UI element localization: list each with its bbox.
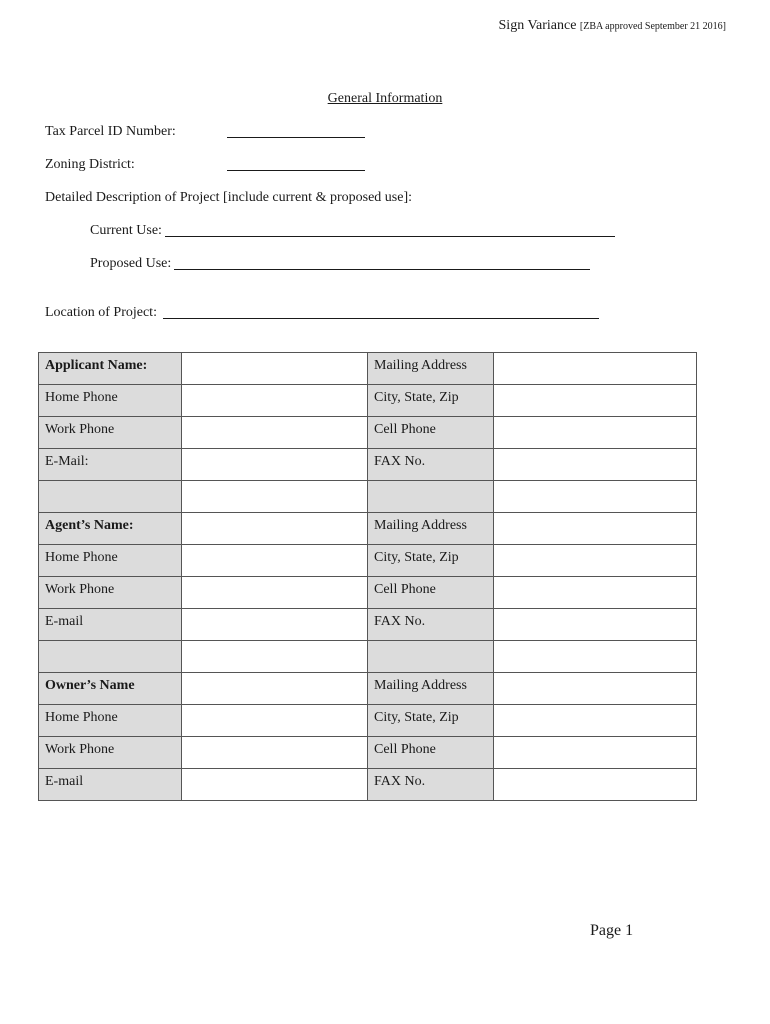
entry-field-right[interactable]: [494, 353, 697, 385]
table-row: [39, 481, 697, 513]
row-label: E-Mail:: [39, 449, 182, 481]
proposed-use-field[interactable]: [174, 269, 590, 270]
entry-field-right[interactable]: [494, 481, 697, 513]
row-label-right: City, State, Zip: [368, 545, 494, 577]
tax-parcel-field[interactable]: [227, 137, 365, 138]
entry-field-left[interactable]: [182, 705, 368, 737]
table-row: [39, 513, 697, 545]
entry-field-left[interactable]: [182, 481, 368, 513]
row-label: Home Phone: [39, 385, 182, 417]
location-field[interactable]: [163, 318, 599, 319]
page-number: Page 1: [590, 922, 634, 939]
row-label-right: Cell Phone: [368, 417, 494, 449]
entry-field-right[interactable]: [494, 673, 697, 705]
header-title: Sign Variance: [498, 18, 577, 33]
row-label: Home Phone: [39, 545, 182, 577]
section-title: [0, 91, 770, 107]
entry-field-left[interactable]: [182, 417, 368, 449]
section-title-text: General Information: [327, 91, 443, 106]
row-label-right: [368, 481, 494, 513]
tax-parcel-label: Tax Parcel ID Number:: [45, 124, 176, 139]
entry-field-right[interactable]: [494, 641, 697, 673]
zoning-field[interactable]: [227, 170, 365, 171]
entry-field-right[interactable]: [494, 769, 697, 801]
row-label: Owner’s Name: [39, 673, 182, 705]
zoning-label: Zoning District:: [45, 157, 135, 172]
row-label-right: Cell Phone: [368, 737, 494, 769]
description-label: Detailed Description of Project [include current & proposed use]:: [45, 190, 412, 205]
entry-field-right[interactable]: [494, 609, 697, 641]
row-label: Work Phone: [39, 737, 182, 769]
row-label-right: Mailing Address: [368, 673, 494, 705]
row-label: Applicant Name:: [39, 353, 182, 385]
row-label-right: Cell Phone: [368, 577, 494, 609]
row-label: Agent’s Name:: [39, 513, 182, 545]
row-label: E-mail: [39, 609, 182, 641]
entry-field-left[interactable]: [182, 737, 368, 769]
entry-field-left[interactable]: [182, 577, 368, 609]
row-label-right: Mailing Address: [368, 513, 494, 545]
header-approval: [ZBA approved September 21 2016]: [579, 21, 726, 32]
row-label: [39, 481, 182, 513]
entry-field-left[interactable]: [182, 641, 368, 673]
current-use-label: Current Use:: [90, 223, 162, 238]
entry-field-left[interactable]: [182, 385, 368, 417]
row-label-right: FAX No.: [368, 449, 494, 481]
entry-field-right[interactable]: [494, 449, 697, 481]
table-row: [39, 673, 697, 705]
row-label-right: FAX No.: [368, 769, 494, 801]
proposed-use-label: Proposed Use:: [90, 256, 172, 271]
entry-field-right[interactable]: [494, 577, 697, 609]
table-row: [39, 609, 697, 641]
document-header: [499, 18, 726, 34]
entry-field-right[interactable]: [494, 737, 697, 769]
row-label: Work Phone: [39, 577, 182, 609]
row-label-right: Mailing Address: [368, 353, 494, 385]
location-label: Location of Project:: [45, 305, 157, 320]
entry-field-right[interactable]: [494, 417, 697, 449]
entry-field-right[interactable]: [494, 385, 697, 417]
table-row: [39, 353, 697, 385]
row-label: [39, 641, 182, 673]
entry-field-left[interactable]: [182, 609, 368, 641]
table-row: [39, 641, 697, 673]
table-row: [39, 705, 697, 737]
entry-field-right[interactable]: [494, 513, 697, 545]
entry-field-left[interactable]: [182, 673, 368, 705]
table-row: [39, 737, 697, 769]
row-label: Work Phone: [39, 417, 182, 449]
current-use-field[interactable]: [165, 236, 615, 237]
table-row: [39, 417, 697, 449]
entry-field-left[interactable]: [182, 353, 368, 385]
entry-field-left[interactable]: [182, 769, 368, 801]
row-label-right: City, State, Zip: [368, 385, 494, 417]
row-label: Home Phone: [39, 705, 182, 737]
entry-field-right[interactable]: [494, 545, 697, 577]
row-label-right: [368, 641, 494, 673]
entry-field-left[interactable]: [182, 545, 368, 577]
row-label-right: City, State, Zip: [368, 705, 494, 737]
contact-table: [38, 352, 697, 801]
table-row: [39, 769, 697, 801]
table-row: [39, 385, 697, 417]
row-label: E-mail: [39, 769, 182, 801]
entry-field-right[interactable]: [494, 705, 697, 737]
entry-field-left[interactable]: [182, 513, 368, 545]
table-row: [39, 577, 697, 609]
entry-field-left[interactable]: [182, 449, 368, 481]
row-label-right: FAX No.: [368, 609, 494, 641]
table-row: [39, 449, 697, 481]
table-row: [39, 545, 697, 577]
